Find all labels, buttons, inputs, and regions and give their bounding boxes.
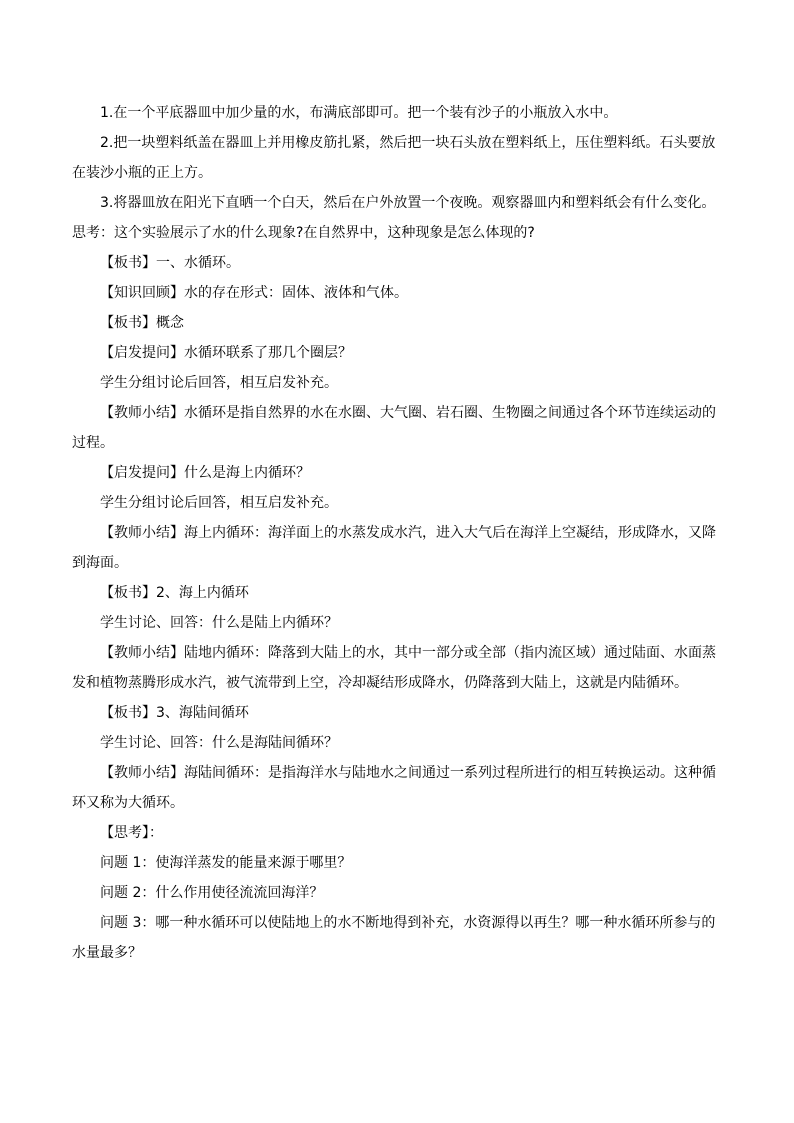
paragraph-question-1: 问题 1：使海洋蒸发的能量来源于哪里？ — [100, 855, 352, 871]
paragraph-board-sea-land-cycle: 【板书】3、海陆间循环 — [100, 705, 249, 721]
paragraph-board-concept: 【板书】概念 — [100, 315, 184, 331]
paragraph-question-land-cycle: 学生讨论、回答：什么是陆上内循环？ — [100, 615, 338, 631]
paragraph-summary-land-cycle: 【教师小结】陆地内循环：降落到大陆上的水，其中一部分或全部（指内流区域）通过陆面、水面蒸发和植物蒸腾形成水汽，被气流带到上空，冷却凝结形成降水，仍降落到大陆上，这就是内陆循环。 — [72, 645, 716, 691]
paragraph-board-ocean-cycle: 【板书】2、海上内循环 — [100, 585, 249, 601]
paragraph-question-sea-land-cycle: 学生讨论、回答：什么是海陆间循环？ — [100, 735, 338, 751]
paragraph-board-water-cycle: 【板书】一、水循环。 — [100, 255, 240, 271]
paragraph-question-3: 问题 3：哪一种水循环可以使陆地上的水不断地得到补充，水资源得以再生？哪一种水循环所参与的水量最多？ — [72, 915, 716, 961]
document-page — [72, 98, 722, 968]
paragraph-group-discussion-2: 学生分组讨论后回答，相互启发补充。 — [100, 495, 338, 511]
paragraph-summary-water-cycle: 【教师小结】水循环是指自然界的水在水圈、大气圈、岩石圈、生物圈之间通过各个环节连续运动的过程。 — [72, 405, 716, 451]
paragraph-step-3: 3.将器皿放在阳光下直晒一个白天，然后在户外放置一个夜晚。观察器皿内和塑料纸会有什么变化。 — [100, 195, 716, 211]
paragraph-question-2: 问题 2：什么作用使径流流回海洋？ — [100, 885, 324, 901]
paragraph-group-discussion-1: 学生分组讨论后回答，相互启发补充。 — [100, 375, 338, 391]
paragraph-summary-sea-land-cycle: 【教师小结】海陆间循环：是指海洋水与陆地水之间通过一系列过程所进行的相互转换运动。这种循环又称为大循环。 — [72, 765, 716, 811]
paragraph-thinking-heading: 【思考】： — [100, 825, 163, 841]
paragraph-summary-ocean-cycle: 【教师小结】海上内循环：海洋面上的水蒸发成水汽，进入大气后在海洋上空凝结，形成降水，又降到海面。 — [72, 525, 716, 571]
paragraph-knowledge-review: 【知识回顾】水的存在形式：固体、液体和气体。 — [100, 285, 408, 301]
paragraph-question-spheres: 【启发提问】水循环联系了那几个圈层？ — [100, 345, 352, 361]
paragraph-thinking: 思考：这个实验展示了水的什么现象?在自然界中，这种现象是怎么体现的? — [72, 225, 535, 241]
paragraph-question-ocean-cycle: 【启发提问】什么是海上内循环？ — [100, 465, 310, 481]
paragraph-step-2: 2.把一块塑料纸盖在器皿上并用橡皮筋扎紧，然后把一块石头放在塑料纸上，压住塑料纸。石头要放在装沙小瓶的正上方。 — [72, 135, 716, 181]
paragraph-step-1: 1.在一个平底器皿中加少量的水，布满底部即可。把一个装有沙子的小瓶放入水中。 — [100, 105, 618, 121]
